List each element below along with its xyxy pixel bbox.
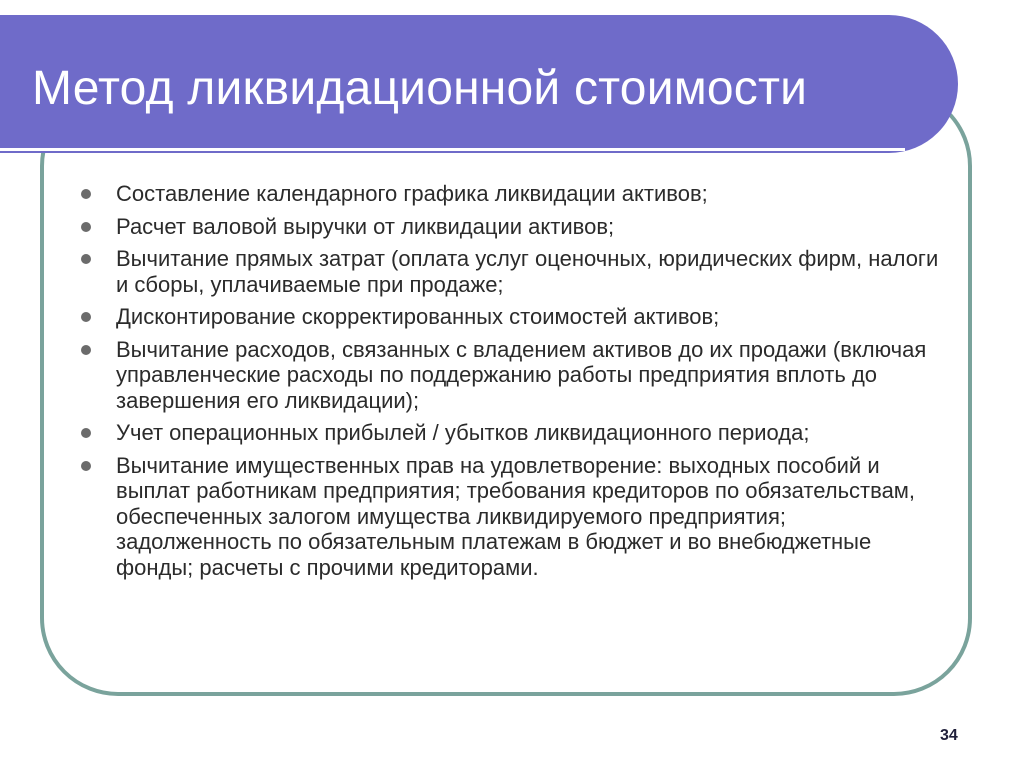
bullet-icon [81,189,91,199]
list-item [76,304,946,330]
bullet-icon [81,428,91,438]
title-underline [0,148,905,151]
title-bar [0,15,958,153]
list-item [76,181,946,207]
list-item [76,246,946,297]
list-item [76,420,946,446]
list-item-text: Вычитание имущественных прав на удовлетворение: выходных пособий и выплат работникам предприятия; требования кредиторов по обязательствам, обеспеченных залогом имущества ликвидируемого предприятия; задолженность по обязательным платежам в бюджет и во внебюджетные фонды; расчеты с прочими кредиторами. [116,452,916,580]
bullet-icon [81,345,91,355]
bullet-icon [81,222,91,232]
list-item-text: Вычитание прямых затрат (оплата услуг оценочных, юридических фирм, налоги и сборы, уплачиваемые при продаже; [116,246,939,297]
list-item [76,453,946,581]
list-item-text: Составление календарного графика ликвидации активов; [116,181,708,206]
list-item-text: Расчет валовой выручки от ликвидации активов; [116,213,615,239]
bullet-icon [81,461,91,471]
list-item-text: Дисконтирование скорректированных стоимостей активов; [116,304,720,329]
list-item-text: Вычитание расходов, связанных с владением активов до их продажи (включая управленческие расходы по поддержанию работы предприятия вплоть до завершения его ликвидации); [116,336,927,413]
page-number: 34 [940,727,958,744]
bullet-icon [81,254,91,264]
list-item [76,337,946,414]
slide-title: Метод ликвидационной стоимости [32,62,808,115]
bullet-list [76,181,946,587]
bullet-icon [81,312,91,322]
list-item-text: Учет операционных прибылей / убытков ликвидационного периода; [116,420,810,445]
list-item [76,214,946,240]
